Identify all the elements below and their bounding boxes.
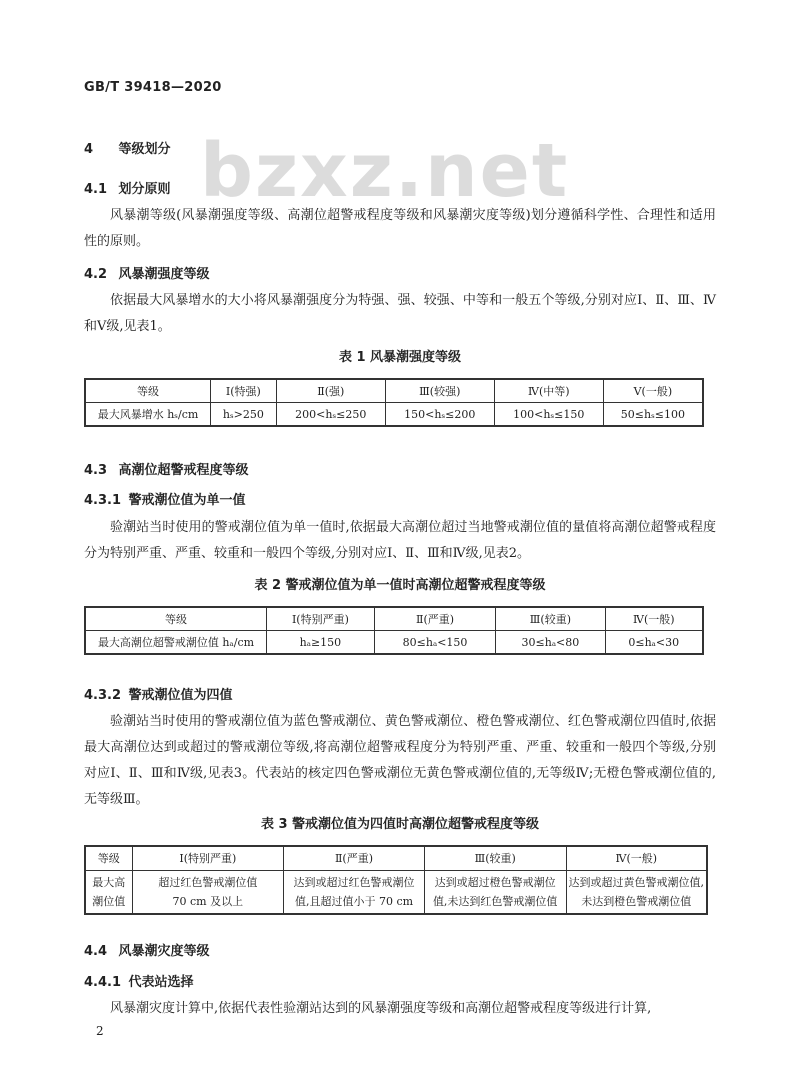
table-header-row (85, 607, 703, 631)
table-cell (424, 871, 566, 915)
table-header-cell: Ⅳ(一般) (605, 607, 703, 631)
section-4-4-1-heading (84, 971, 194, 990)
table-cell (132, 871, 284, 915)
table-2 (84, 606, 704, 655)
watermark: bzxz.net (200, 128, 570, 214)
table-row-label (85, 871, 132, 915)
table-header-row (85, 379, 703, 403)
table-3-caption: 表 3 警戒潮位值为四值时高潮位超警戒程度等级 (260, 817, 540, 832)
section-number: 4 (84, 142, 94, 157)
table-header-cell: 等级 (85, 379, 211, 403)
section-number: 4.4.1 (84, 975, 122, 990)
table-cell-line: 值,且超过值小于 70 cm (294, 895, 414, 908)
table-cell: hₐ≥150 (267, 631, 375, 655)
section-4-3-2-heading (84, 684, 233, 703)
table-cell-line: 未达到橙色警戒潮位值 (581, 895, 692, 908)
section-number: 4.3.1 (84, 493, 122, 508)
section-title: 高潮位超警戒程度等级 (118, 463, 249, 478)
section-title: 代表站选择 (128, 975, 194, 990)
section-number: 4.4 (84, 944, 108, 959)
table-row-label-line: 最大高 (92, 876, 126, 889)
table-row (85, 403, 703, 427)
table-header-cell: Ⅲ(较重) (424, 846, 566, 871)
table-1 (84, 378, 704, 427)
table-cell: 200<hₛ≤250 (276, 403, 385, 427)
table-header-cell: Ⅲ(较重) (496, 607, 605, 631)
table-row (85, 631, 703, 655)
page-number: 2 (96, 1024, 104, 1038)
table-header-row (85, 846, 707, 871)
section-number: 4.3 (84, 463, 108, 478)
table-header-cell: Ⅰ(特强) (211, 379, 277, 403)
section-4-2-heading (84, 263, 210, 282)
table-cell-line: 达到或超过橙色警戒潮位 (434, 876, 556, 889)
table-header-cell: Ⅱ(强) (276, 379, 385, 403)
table-header-cell: 等级 (85, 607, 267, 631)
section-title: 等级划分 (118, 142, 171, 157)
table-header-cell: Ⅱ(严重) (374, 607, 495, 631)
table-header-cell: Ⅰ(特别严重) (132, 846, 284, 871)
table-header-cell: Ⅰ(特别严重) (267, 607, 375, 631)
section-4-3-1-heading (84, 489, 246, 508)
table-cell-line: 超过红色警戒潮位值 (158, 876, 258, 889)
table-cell: 最大风暴增水 hₛ/cm (85, 403, 211, 427)
table-1-caption: 表 1 风暴潮强度等级 (338, 350, 462, 365)
section-4-4-heading (84, 940, 210, 959)
section-4-3-1-paragraph: 验潮站当时使用的警戒潮位值为单一值时,依据最大高潮位超过当地警戒潮位值的量值将高潮位超警戒程度分为特别严重、严重、较重和一般四个等级,分别对应Ⅰ、Ⅱ、Ⅲ和Ⅳ级,见表2。 (84, 520, 716, 561)
table-cell: 100<hₛ≤150 (494, 403, 603, 427)
section-number: 4.1 (84, 182, 108, 197)
table-header-cell: Ⅴ(一般) (603, 379, 703, 403)
table-cell (284, 871, 425, 915)
table-cell (566, 871, 707, 915)
table-cell: 最大高潮位超警戒潮位值 hₐ/cm (85, 631, 267, 655)
section-title: 风暴潮强度等级 (118, 267, 210, 282)
table-cell-line: 70 cm 及以上 (172, 895, 244, 908)
table-row (85, 871, 707, 915)
table-header-cell: 等级 (85, 846, 132, 871)
table-cell: 150<hₛ≤200 (385, 403, 494, 427)
standard-code: GB/T 39418—2020 (84, 80, 222, 95)
section-4-2-paragraph: 依据最大风暴增水的大小将风暴潮强度分为特强、强、较强、中等和一般五个等级,分别对应Ⅰ、Ⅱ、Ⅲ、Ⅳ和Ⅴ级,见表1。 (84, 293, 716, 334)
table-header-cell: Ⅳ(中等) (494, 379, 603, 403)
section-4-1-heading (84, 178, 171, 197)
section-4-1-paragraph: 风暴潮等级(风暴潮强度等级、高潮位超警戒程度等级和风暴潮灾度等级)划分遵循科学性、合理性和适用性的原则。 (84, 208, 716, 249)
table-cell: hₛ>250 (211, 403, 277, 427)
section-number: 4.2 (84, 267, 108, 282)
table-header-cell: Ⅲ(较强) (385, 379, 494, 403)
section-4-3-heading (84, 459, 249, 478)
table-cell: 30≤hₐ<80 (496, 631, 605, 655)
section-title: 划分原则 (118, 182, 171, 197)
table-cell-line: 值,未达到红色警戒潮位值 (432, 895, 558, 908)
table-header-cell: Ⅱ(严重) (284, 846, 425, 871)
section-title: 警戒潮位值为单一值 (128, 493, 246, 508)
section-title: 警戒潮位值为四值 (128, 688, 233, 703)
table-2-caption: 表 2 警戒潮位值为单一值时高潮位超警戒程度等级 (254, 578, 546, 593)
table-3 (84, 845, 708, 915)
section-number: 4.3.2 (84, 688, 122, 703)
section-4-3-2-paragraph: 验潮站当时使用的警戒潮位值为蓝色警戒潮位、黄色警戒潮位、橙色警戒潮位、红色警戒潮位四值时,依据最大高潮位达到或超过的警戒潮位等级,将高潮位超警戒程度分为特别严重、严重、较重和一般四个等级,分别对应Ⅰ、Ⅱ、Ⅲ和Ⅳ级,见表3。代表站的核定四色警戒潮位无黄色警戒潮位值的,无等级Ⅳ;无橙色警戒潮位值的,无等级Ⅲ。 (84, 714, 716, 807)
table-header-cell: Ⅳ(一般) (566, 846, 707, 871)
table-cell-line: 达到或超过红色警戒潮位 (293, 876, 415, 889)
table-cell: 80≤hₐ<150 (374, 631, 495, 655)
section-4-heading (84, 138, 171, 157)
section-title: 风暴潮灾度等级 (118, 944, 210, 959)
section-4-4-1-paragraph: 风暴潮灾度计算中,依据代表性验潮站达到的风暴潮强度等级和高潮位超警戒程度等级进行计算, (110, 1001, 652, 1016)
table-cell-line: 达到或超过黄色警戒潮位值, (568, 876, 704, 889)
table-row-label-line: 潮位值 (92, 895, 126, 908)
table-cell: 50≤hₛ≤100 (603, 403, 703, 427)
table-cell: 0≤hₐ<30 (605, 631, 703, 655)
